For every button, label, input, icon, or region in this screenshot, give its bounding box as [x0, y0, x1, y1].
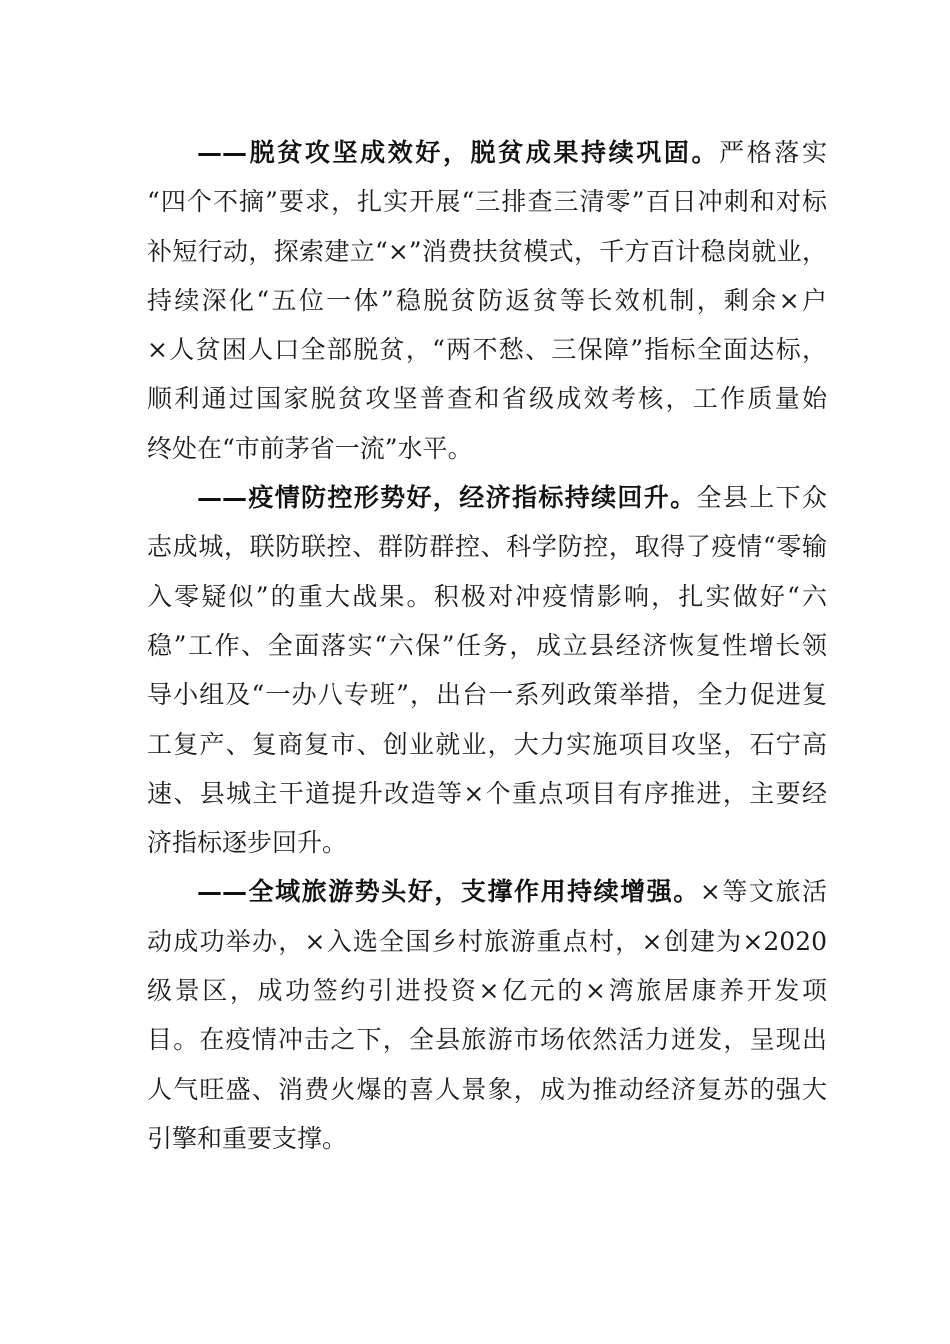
paragraph-line: 终处在“市前茅省一流”水平。	[147, 433, 473, 463]
paragraph-heading: ——脱贫攻坚成效好，脱贫成果持续巩固。	[197, 138, 720, 167]
paragraph-line: 稳”工作、全面落实“六保”任务，成立县经济恢复性增长领	[147, 630, 827, 660]
paragraph-line: 济指标逐步回升。	[147, 828, 348, 858]
document-body	[147, 128, 827, 1163]
paragraph-first-line	[147, 473, 827, 522]
paragraph-tourism	[147, 867, 827, 1163]
paragraph-line: 人气旺盛、消费火爆的喜人景象，成为推动经济复苏的强大	[147, 1074, 827, 1104]
paragraph-line: 级景区，成功签约引进投资×亿元的×湾旅居康养开发项	[147, 976, 827, 1006]
paragraph-line: 补短行动，探索建立“×”消费扶贫模式，千方百计稳岗就业，	[147, 236, 827, 266]
paragraph-line: “四个不摘”要求，扎实开展“三排查三清零”百日冲刺和对标	[147, 187, 827, 217]
paragraph-line: 速、县城主干道提升改造等×个重点项目有序推进，主要经	[147, 778, 827, 808]
paragraph-line: 志成城，联防联控、群防群控、科学防控，取得了疫情“零输	[147, 532, 827, 562]
paragraph-line: 工复产、复商复市、创业就业，大力实施项目攻坚，石宁高	[147, 729, 827, 759]
paragraph-heading: ——全域旅游势头好，支撑作用持续增强。	[197, 877, 700, 907]
paragraph-line: 引擎和重要支撑。	[147, 1123, 348, 1153]
paragraph-epidemic-economy	[147, 473, 827, 867]
paragraph-line: 入零疑似”的重大战果。积极对冲疫情影响，扎实做好“六	[147, 581, 827, 611]
paragraph-text: ×等文旅活	[699, 877, 827, 907]
paragraph-line: 持续深化“五位一体”稳脱贫防返贫等长效机制，剩余×户	[147, 285, 827, 315]
paragraph-text: 严格落实	[719, 138, 827, 167]
paragraph-first-line	[147, 128, 827, 177]
paragraph-line: 导小组及“一办八专班”，出台一系列政策举措，全力促进复	[147, 680, 827, 710]
paragraph-text: 全县上下众	[696, 483, 827, 513]
paragraph-poverty-alleviation	[147, 128, 827, 473]
paragraph-first-line	[147, 867, 827, 916]
paragraph-line: 目。在疫情冲击之下，全县旅游市场依然活力迸发，呈现出	[147, 1025, 827, 1055]
paragraph-line: 动成功举办，×入选全国乡村旅游重点村，×创建为×2020	[147, 926, 827, 956]
paragraph-line: ×人贫困人口全部脱贫，“两不愁、三保障”指标全面达标，	[147, 335, 827, 365]
paragraph-heading: ——疫情防控形势好，经济指标持续回升。	[197, 483, 697, 513]
paragraph-line: 顺利通过国家脱贫攻坚普查和省级成效考核，工作质量始	[147, 384, 827, 414]
